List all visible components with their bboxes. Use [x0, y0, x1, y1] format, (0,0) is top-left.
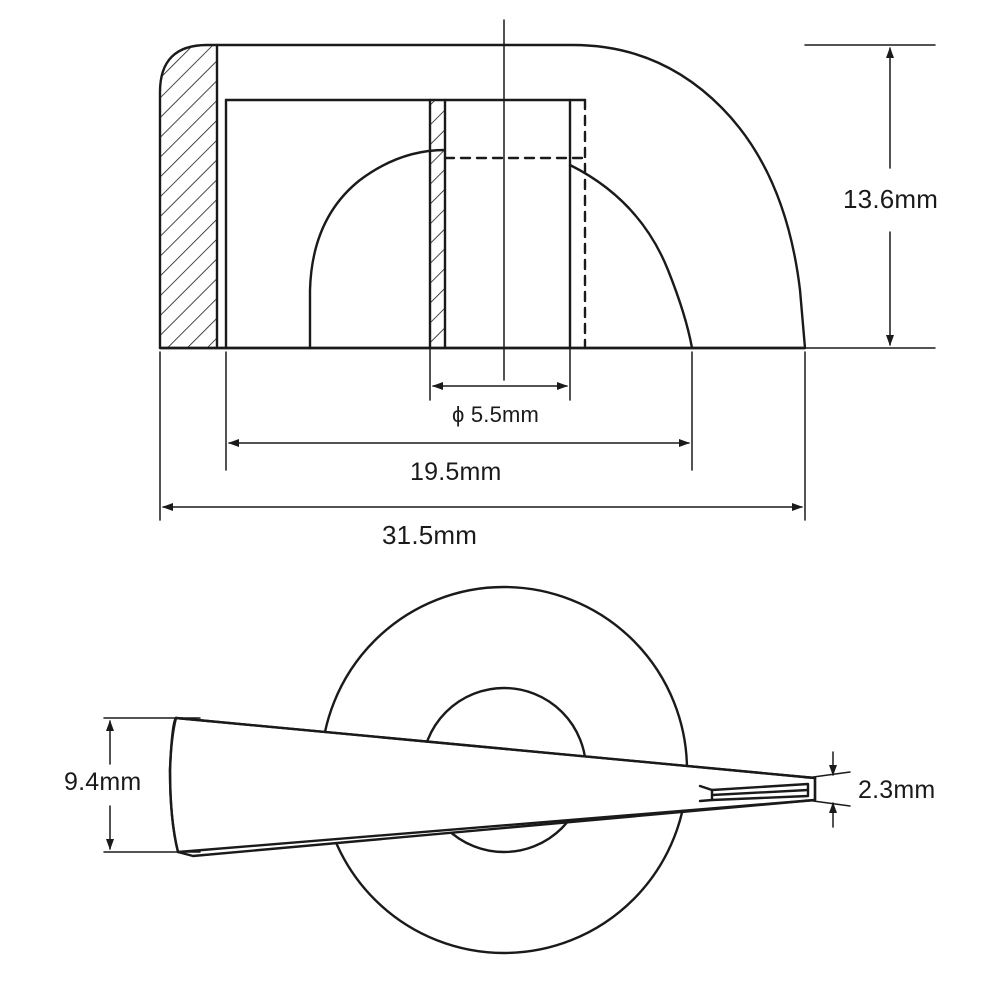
dimension-label-pointer-base: 9.4mm	[64, 768, 142, 796]
dimension-label-inner-width: 19.5mm	[410, 458, 502, 486]
dimension-label-height: 13.6mm	[843, 184, 939, 214]
dimension-overall-width	[160, 352, 805, 520]
knob-outline-side	[160, 45, 805, 348]
pointer-outline	[170, 718, 815, 856]
dimension-label-bore: ϕ 5.5mm	[452, 402, 540, 427]
dimension-label-pointer-tip: 2.3mm	[858, 776, 936, 804]
section-hatch-center-rib	[430, 100, 445, 348]
inner-dome-right	[570, 165, 692, 348]
dimension-bore	[430, 348, 570, 400]
dimension-label-overall-width: 31.5mm	[382, 520, 478, 550]
pointer-slot-lead-bottom	[700, 800, 712, 801]
inner-dome-left	[310, 150, 445, 348]
section-hatch-left-wall	[160, 45, 217, 348]
